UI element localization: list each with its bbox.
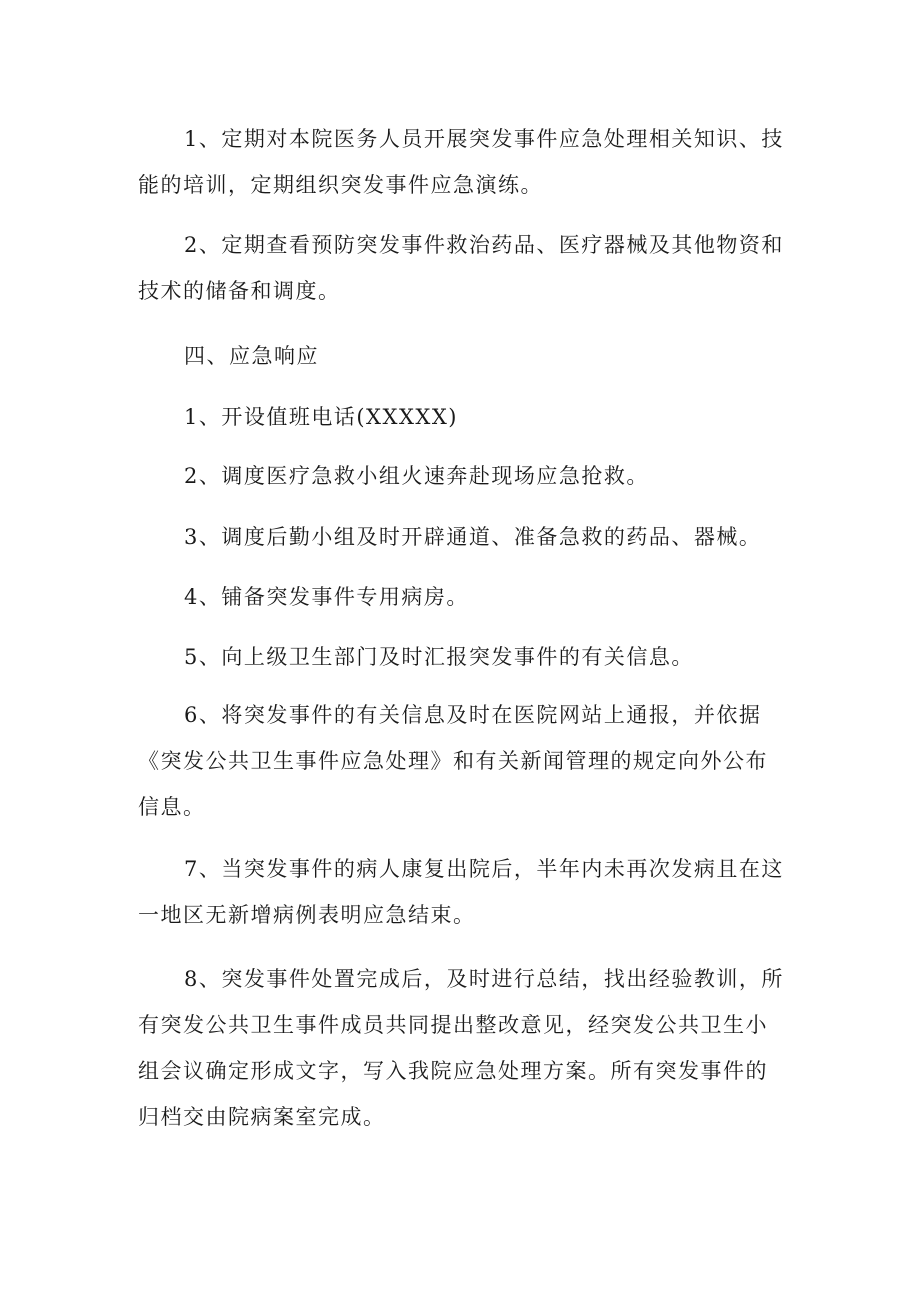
- paragraph-line: 《突发公共卫生事件应急处理》和有关新闻管理的规定向外公布: [138, 749, 768, 773]
- paragraph-training: [138, 116, 790, 208]
- section-heading-emergency-response: [138, 333, 790, 379]
- paragraph-line: 7、当突发事件的病人康复出院后，半年内未再次发病且在这: [184, 857, 784, 881]
- section-heading: 四、应急响应: [184, 344, 319, 368]
- paragraph-ward: [138, 574, 790, 620]
- paragraph-line: 2、调度医疗急救小组火速奔赴现场应急抢救。: [184, 464, 649, 488]
- paragraph-report: [138, 634, 790, 680]
- paragraph-line: 技术的储备和调度。: [138, 279, 341, 303]
- paragraph-dispatch-medical: [138, 453, 790, 499]
- paragraph-hotline: [138, 394, 790, 440]
- paragraph-publish: [138, 692, 790, 830]
- paragraph-line: 6、将突发事件的有关信息及时在医院网站上通报，并依据: [184, 703, 762, 727]
- paragraph-dispatch-logistics: [138, 514, 790, 560]
- paragraph-summary: [138, 956, 790, 1140]
- paragraph-line: 1、定期对本院医务人员开展突发事件应急处理相关知识、技: [184, 127, 784, 151]
- paragraph-supplies: [138, 222, 790, 314]
- paragraph-line: 一地区无新增病例表明应急结束。: [138, 903, 476, 927]
- paragraph-line: 5、向上级卫生部门及时汇报突发事件的有关信息。: [184, 645, 694, 669]
- paragraph-line: 有突发公共卫生事件成员共同提出整改意见，经突发公共卫生小: [138, 1013, 768, 1037]
- paragraph-line: 信息。: [138, 795, 206, 819]
- paragraph-line: 组会议确定形成文字，写入我院应急处理方案。所有突发事件的: [138, 1059, 768, 1083]
- paragraph-line: 归档交由院病案室完成。: [138, 1105, 386, 1129]
- paragraph-line: 8、突发事件处置完成后，及时进行总结，找出经验教训，所: [184, 967, 784, 991]
- paragraph-line: 3、调度后勤小组及时开辟通道、准备急救的药品、器械。: [184, 525, 762, 549]
- paragraph-line: 1、开设值班电话(XXXXX): [184, 405, 458, 429]
- paragraph-end-condition: [138, 846, 790, 938]
- paragraph-line: 能的培训，定期组织突发事件应急演练。: [138, 173, 543, 197]
- paragraph-line: 2、定期查看预防突发事件救治药品、医疗器械及其他物资和: [184, 233, 784, 257]
- paragraph-line: 4、铺备突发事件专用病房。: [184, 585, 469, 609]
